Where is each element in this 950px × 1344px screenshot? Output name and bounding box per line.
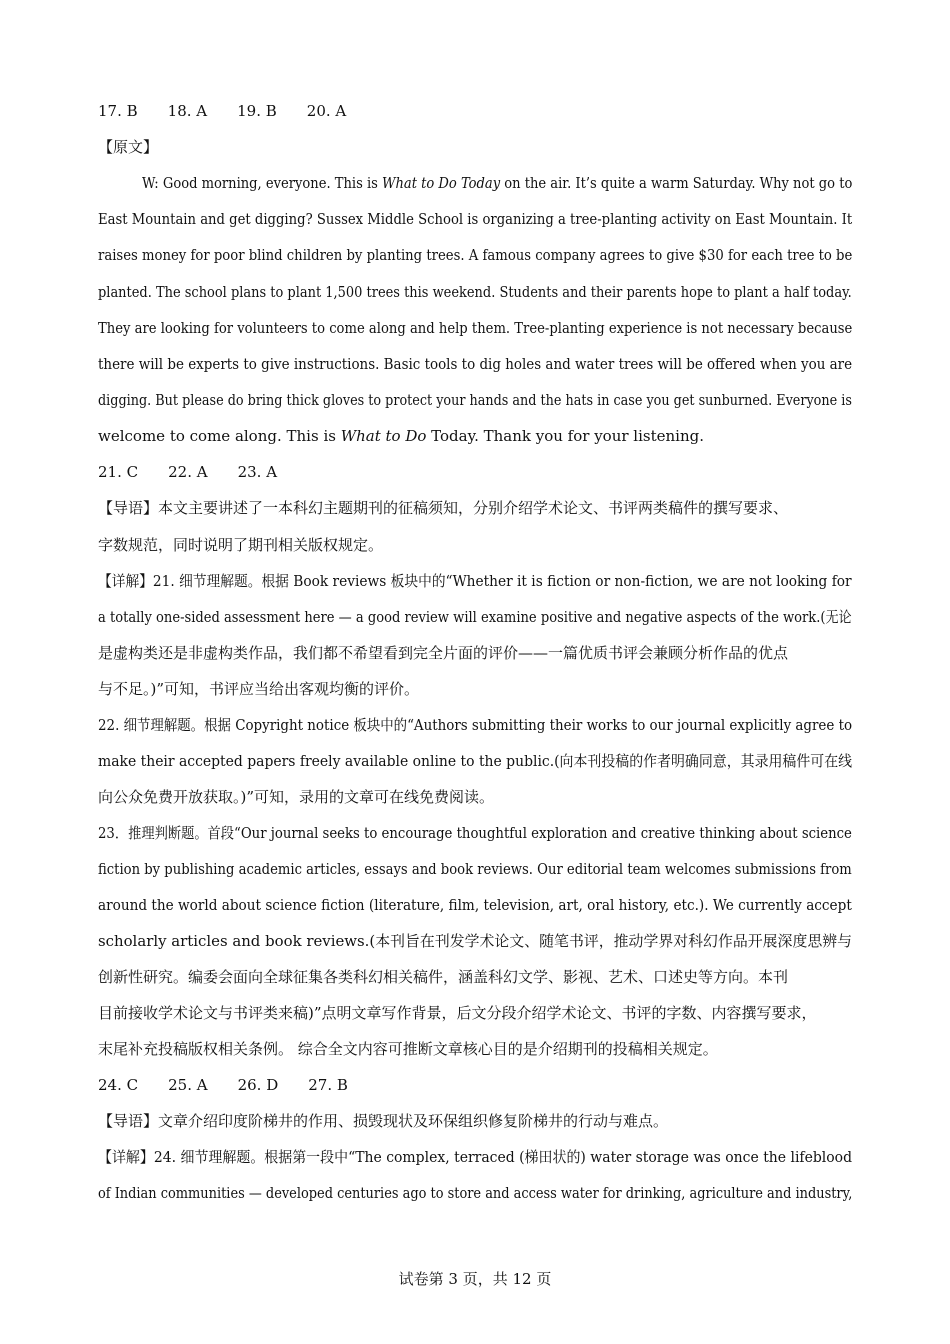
explanation-line: scholarly articles and book reviews.(本刊旨在刊发学术论文、随笔书评，推动学界对科幻作品开展深度思辨与: [98, 932, 853, 950]
answer-21: 21. C: [98, 463, 139, 481]
answer-18: 18. A: [167, 102, 208, 120]
transcript-line: planted. The school plans to plant 1,500 trees this weekend. Students and their parents hope to plant a half today.: [98, 283, 852, 301]
explanation-line: 22. 细节理解题。根据 Copyright notice 板块中的“Authors submitting their works to our journal explicitly agree to: [98, 716, 853, 734]
explanation-line: 【详解】21. 细节理解题。根据 Book reviews 板块中的“Whether it is fiction or non-fiction, we are not looking for: [98, 572, 852, 590]
explanation-line: 向公众免费开放获取。)”可知，录用的文章可在线免费阅读。: [98, 788, 495, 806]
transcript-line: East Mountain and get digging? Sussex Middle School is organizing a tree-planting activity on East Mountain. It: [98, 210, 853, 228]
transcript-line: digging. But please do bring thick gloves to protect your hands and the hats in case you get sunburned. Everyone is: [98, 391, 852, 409]
transcript-line: They are looking for volunteers to come along and help them. Tree-planting experience is not necessary because: [98, 319, 853, 337]
explanation-line: 【导语】文章介绍印度阶梯井的作用、损毁现状及环保组织修复阶梯井的行动与难点。: [98, 1112, 669, 1130]
answer-row-24-27: [98, 1075, 378, 1095]
answer-22: 22. A: [168, 463, 208, 481]
explanation-line: of Indian communities — developed centuries ago to store and access water for drinking, agriculture and industry,: [98, 1184, 853, 1202]
explanation-line: 23．推理判断题。首段“Our journal seeks to encourage thoughtful exploration and creative thinking about science: [98, 824, 852, 842]
explanation-line: a totally one-sided assessment here — a good review will examine positive and negative aspects of the work.(无论: [98, 608, 852, 626]
answer-23: 23. A: [237, 463, 278, 481]
answer-19: 19. B: [237, 102, 277, 120]
yuanwen-label: 【原文】: [98, 138, 159, 156]
program-title: What to Do Today: [382, 174, 501, 192]
explanation-line: 目前接收学术论文与书评类来稿)”点明文章写作背景，后文分段介绍学术论文、书评的字数、内容撰写要求，: [98, 1004, 817, 1022]
explanation-line: around the world about science fiction (literature, film, television, art, oral history, etc.). We currently accept: [98, 896, 852, 914]
explanation-line: 末尾补充投稿版权相关条例。 综合全文内容可推断文章核心目的是介绍期刊的投稿相关规定。: [98, 1040, 718, 1058]
answer-row-21-23: [98, 462, 307, 482]
explanation-line: make their accepted papers freely available online to the public.(向本刊投稿的作者明确同意，其录用稿件可在线: [98, 752, 853, 770]
explanation-line: 【导语】本文主要讲述了一本科幻主题期刊的征稿须知，分别介绍学术论文、书评两类稿件的撰写要求、: [98, 499, 789, 517]
explanation-line: 创新性研究。编委会面向全球征集各类科幻相关稿件，涵盖科幻文学、影视、艺术、口述史等方向。本刊: [98, 968, 789, 986]
answer-17: 17. B: [98, 102, 138, 120]
answer-26: 26. D: [237, 1076, 279, 1094]
transcript-line: welcome to come along. This is What to Do Today. Thank you for your listening.: [98, 427, 704, 445]
answer-25: 25. A: [168, 1076, 208, 1094]
answer-20: 20. A: [306, 102, 347, 120]
program-title: What to Do: [340, 427, 427, 445]
explanation-line: fiction by publishing academic articles, essays and book reviews. Our editorial team welcomes submissions from: [98, 860, 852, 878]
explanation-line: 【详解】24. 细节理解题。根据第一段中“The complex, terraced (梯田状的) water storage was once the lifeblood: [98, 1148, 853, 1166]
answer-24: 24. C: [98, 1076, 139, 1094]
transcript-line: W: Good morning, everyone. This is What to Do Today on the air. It’s quite a warm Saturday. Why not go to: [142, 174, 853, 192]
transcript-line: there will be experts to give instructions. Basic tools to dig holes and water trees will be offered when you are: [98, 355, 853, 373]
answer-row-17-20: [98, 101, 376, 121]
explanation-line: 与不足。)”可知，书评应当给出客观均衡的评价。: [98, 680, 420, 698]
page-footer: 试卷第 3 页，共 12 页: [398, 1270, 552, 1288]
answer-27: 27. B: [308, 1076, 348, 1094]
explanation-line: 字数规范，同时说明了期刊相关版权规定。: [98, 536, 384, 554]
transcript-line: raises money for poor blind children by planting trees. A famous company agrees to give $30 for each tree to be: [98, 246, 853, 264]
explanation-line: 是虚构类还是非虚构类作品，我们都不希望看到完全片面的评价——一篇优质书评会兼顾分析作品的优点: [98, 644, 789, 662]
